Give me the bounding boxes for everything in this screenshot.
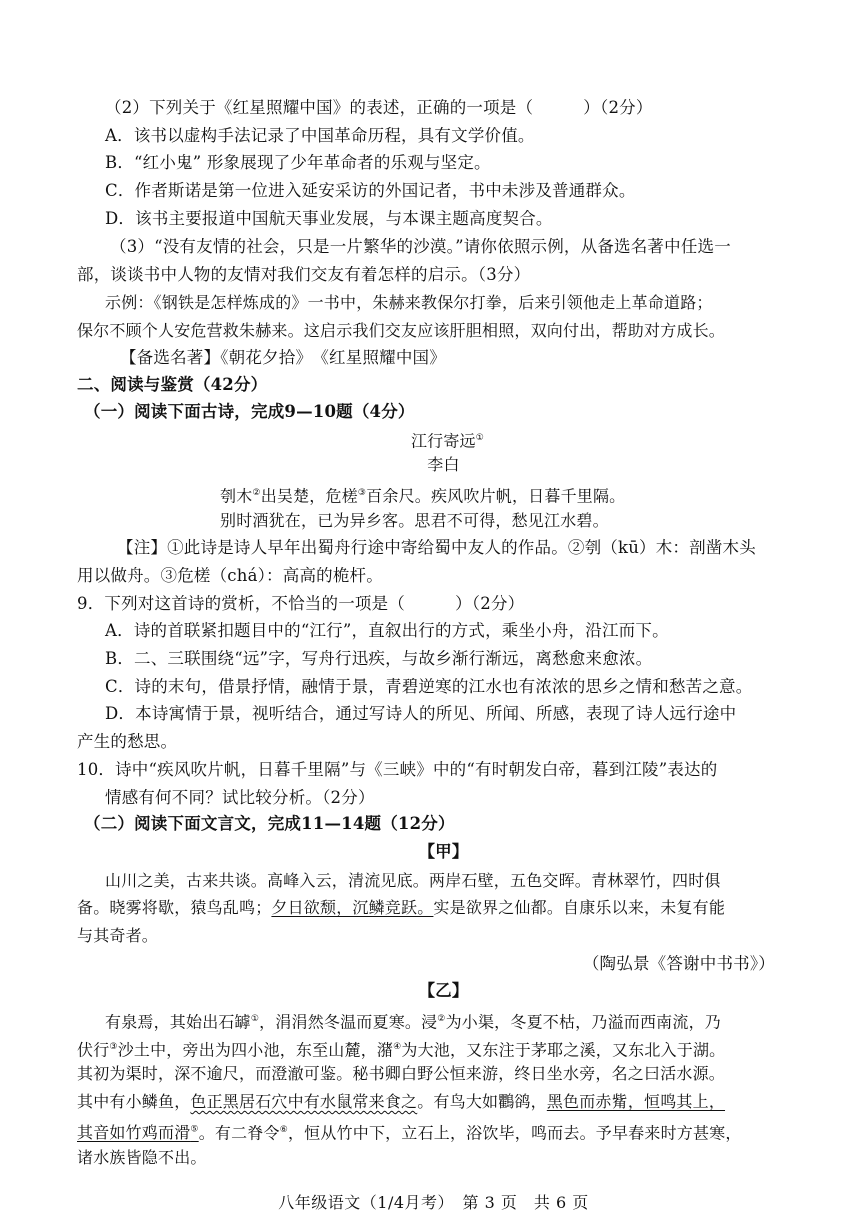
jia-source: （陶弘景《答谢中书书》） [582, 953, 775, 973]
text-jia-label: 【甲】 [418, 841, 469, 861]
q9-option-d-line1: D．本诗寓情于景，视听结合，通过写诗人的所见、所闻、所感，表现了诗人远行途中 [105, 704, 737, 724]
yi-line3: 其初为渠时，深不逾尺，而澄澈可鉴。秘书卿白野公恒来游，终日坐水旁，名之曰活水源。 [77, 1064, 726, 1084]
q8-2-option-c: C．作者斯诺是第一位进入延安采访的外国记者，书中未涉及普通群众。 [105, 181, 636, 201]
poem-line-1: 刳木②出吴楚，危槎③百余尺。疾风吹片帆，日暮千里隔。 [220, 486, 626, 506]
yi-note-mark-6: ⑥ [279, 1124, 288, 1135]
poem-note-line1: 【注】①此诗是诗人早年出蜀舟行途中寄给蜀中友人的作品。②刳（kū）木：剖凿木头 [117, 538, 756, 558]
poem-author: 李白 [427, 455, 460, 475]
yi-line4: 其中有小鳞鱼，色正黑居石穴中有水鼠常来食之。有鸟大如鸜鹆，黑色而赤觜，恒鸣其上， [77, 1092, 726, 1112]
q8-2-option-b: B．“红小鬼” 形象展现了少年革命者的乐观与坚定。 [105, 153, 491, 173]
part-2-title: （二）阅读下面文言文，完成11—14题（12分） [84, 814, 455, 834]
poem-note-line2: 用以做舟。③危槎（chá）：高高的桅杆。 [77, 565, 383, 585]
q10-line1: 10．诗中“疾风吹片帆，日暮千里隔”与《三峡》中的“有时朝发白帝，暮到江陵”表达的 [77, 759, 718, 779]
jia-line1: 山川之美，古来共谈。高峰入云，清流见底。两岸石壁，五色交晖。青林翠竹，四时俱 [105, 870, 721, 890]
part-1-title: （一）阅读下面古诗，完成9—10题（4分） [84, 401, 415, 421]
q8-2-option-d: D．该书主要报道中国航天事业发展，与本课主题高度契合。 [105, 208, 553, 228]
q8-2-stem: （2）下列关于《红星照耀中国》的表述，正确的一项是（ ）（2分） [105, 98, 653, 117]
poem-title: 江行寄远① [410, 431, 485, 451]
q9-stem: 9．下列对这首诗的赏析，不恰当的一项是（ ）（2分） [77, 593, 525, 613]
poem-title-note-mark: ① [475, 433, 485, 444]
q8-3-stem-line1: （3）“没有友情的社会，只是一片繁华的沙漠。”请你依照示例，从备选名著中任选一 [110, 237, 731, 257]
yi-note-mark-2: ② [437, 1014, 446, 1025]
q9-option-b: B．二、三联围绕“远”字，写舟行迅疾，与故乡渐行渐远，离愁愈来愈浓。 [105, 649, 653, 669]
q8-3-stem-line2: 部，谈谈书中人物的友情对我们交友有着怎样的启示。（3分） [77, 265, 531, 285]
yi-line6: 诸水族皆隐不出。 [77, 1147, 207, 1167]
yi-underlined-sentence-part1: 黑色而赤觜，恒鸣其上， [546, 1092, 726, 1112]
q8-3-example-line2: 保尔不顾个人安危营救朱赫来。这启示我们交友应该肝胆相照，双向付出，帮助对方成长。 [77, 320, 726, 340]
yi-note-mark-3: ③ [109, 1041, 118, 1052]
yi-note-mark-5: ⑤ [190, 1124, 199, 1135]
yi-underlined-sentence-part2: 其音如竹鸡而滑⑤ [77, 1123, 199, 1143]
q8-3-book-options: 【备选名著】《朝花夕拾》 《红星照耀中国》 [120, 348, 446, 368]
q10-line2: 情感有何不同？试比较分析。（2分） [105, 787, 375, 807]
q9-option-c: C．诗的末句，借景抒情，融情于景，青碧逆寒的江水也有浓浓的思乡之情和愁苦之意。 [105, 676, 753, 696]
yi-note-mark-4: ④ [393, 1041, 402, 1052]
q8-2-option-a: A．该书以虚构手法记录了中国革命历程，具有文学价值。 [105, 125, 535, 145]
text-yi-label: 【乙】 [418, 981, 469, 1001]
q9-option-d-line2: 产生的愁思。 [77, 732, 178, 752]
yi-wavy-underlined-sentence: 色正黑居石穴中有水鼠常来食之 [190, 1092, 418, 1112]
note-mark-3: ③ [357, 487, 367, 498]
yi-line2: 伏行③沙土中，旁出为四小池，东至山麓，潴④为大池，又东注于茅耶之溪，又东北入于湖。 [77, 1040, 726, 1060]
q9-option-a: A．诗的首联紧扣题目中的“江行”，直叙出行的方式，乘坐小舟，沿江而下。 [105, 621, 669, 641]
yi-note-mark-1: ① [250, 1014, 260, 1025]
jia-line2: 备。晓雾将歇，猿鸟乱鸣；夕日欲颓，沉鳞竞跃。实是欲界之仙都。自康乐以来，未复有能 [77, 898, 726, 918]
page-footer: 八年级语文（1/4月考） 第 3 页 共 6 页 [278, 1193, 589, 1212]
jia-underlined-sentence: 夕日欲颓，沉鳞竞跃。 [271, 898, 434, 918]
section-2-title: 二、阅读与鉴赏（42分） [77, 374, 268, 394]
poem-line-2: 别时酒犹在，已为异乡客。思君不可得，愁见江水碧。 [220, 510, 609, 530]
jia-line3: 与其奇者。 [77, 925, 159, 945]
yi-line5: 其音如竹鸡而滑⑤。有二脊令⑥，恒从竹中下，立石上，浴饮毕，鸣而去。予早春来时方甚寒， [77, 1123, 742, 1143]
yi-line1: 有泉焉，其始出石罅①，涓涓然冬温而夏寒。浸②为小渠，冬夏不枯，乃溢而西南流，乃 [105, 1012, 721, 1032]
q8-3-example-line1: 示例：《钢铁是怎样炼成的》一书中，朱赫来教保尔打拳，后来引领他走上革命道路； [105, 292, 713, 312]
note-mark-2: ② [252, 487, 261, 498]
